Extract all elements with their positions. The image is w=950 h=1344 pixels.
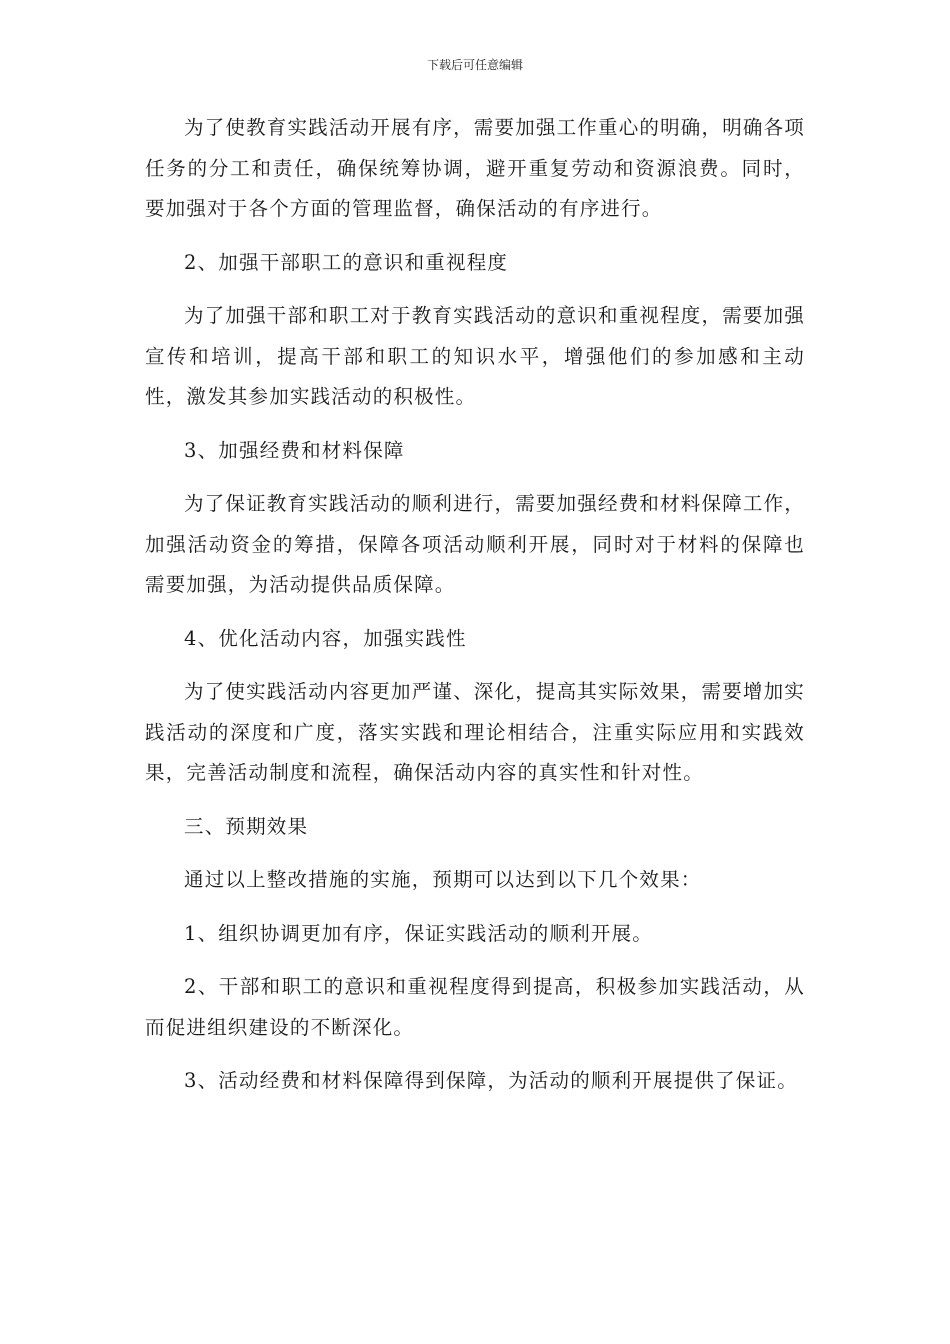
section-heading: 3、加强经费和材料保障 [184, 438, 405, 462]
section-heading: 2、加强干部职工的意识和重视程度 [184, 250, 509, 274]
list-item: 1、组织协调更加有序，保证实践活动的顺利开展。 [184, 921, 654, 945]
page-header: 下载后可任意编辑 [426, 58, 523, 72]
paragraph: 为了使教育实践活动开展有序，需要加强工作重心的明确，明确各项任务的分工和责任，确保统筹协调，避开重复劳动和资源浪费。同时，要加强对于各个方面的管理监督，确保活动的有序进行。 [145, 116, 806, 220]
paragraph: 通过以上整改措施的实施，预期可以达到以下几个效果： [184, 868, 702, 891]
paragraph: 为了加强干部和职工对于教育实践活动的意识和重视程度，需要加强宣传和培训，提高干部和职工的知识水平，增强他们的参加感和主动性，激发其参加实践活动的积极性。 [145, 304, 806, 408]
list-item: 3、活动经费和材料保障得到保障，为活动的顺利开展提供了保证。 [184, 1069, 798, 1092]
paragraph: 为了保证教育实践活动的顺利进行，需要加强经费和材料保障工作，加强活动资金的筹措，保障各项活动顺利开展，同时对于材料的保障也需要加强，为活动提供品质保障。 [145, 492, 806, 596]
paragraph: 为了使实践活动内容更加严谨、深化，提高其实际效果，需要增加实践活动的深度和广度，落实实践和理论相结合，注重实际应用和实践效果，完善活动制度和流程，确保活动内容的真实性和针对性。 [145, 680, 806, 784]
section-heading: 三、预期效果 [184, 814, 309, 838]
list-item: 2、干部和职工的意识和重视程度得到提高，积极参加实践活动，从而促进组织建设的不断深化。 [145, 975, 805, 1039]
document-body [145, 108, 805, 1115]
section-heading: 4、优化活动内容，加强实践性 [184, 626, 467, 650]
